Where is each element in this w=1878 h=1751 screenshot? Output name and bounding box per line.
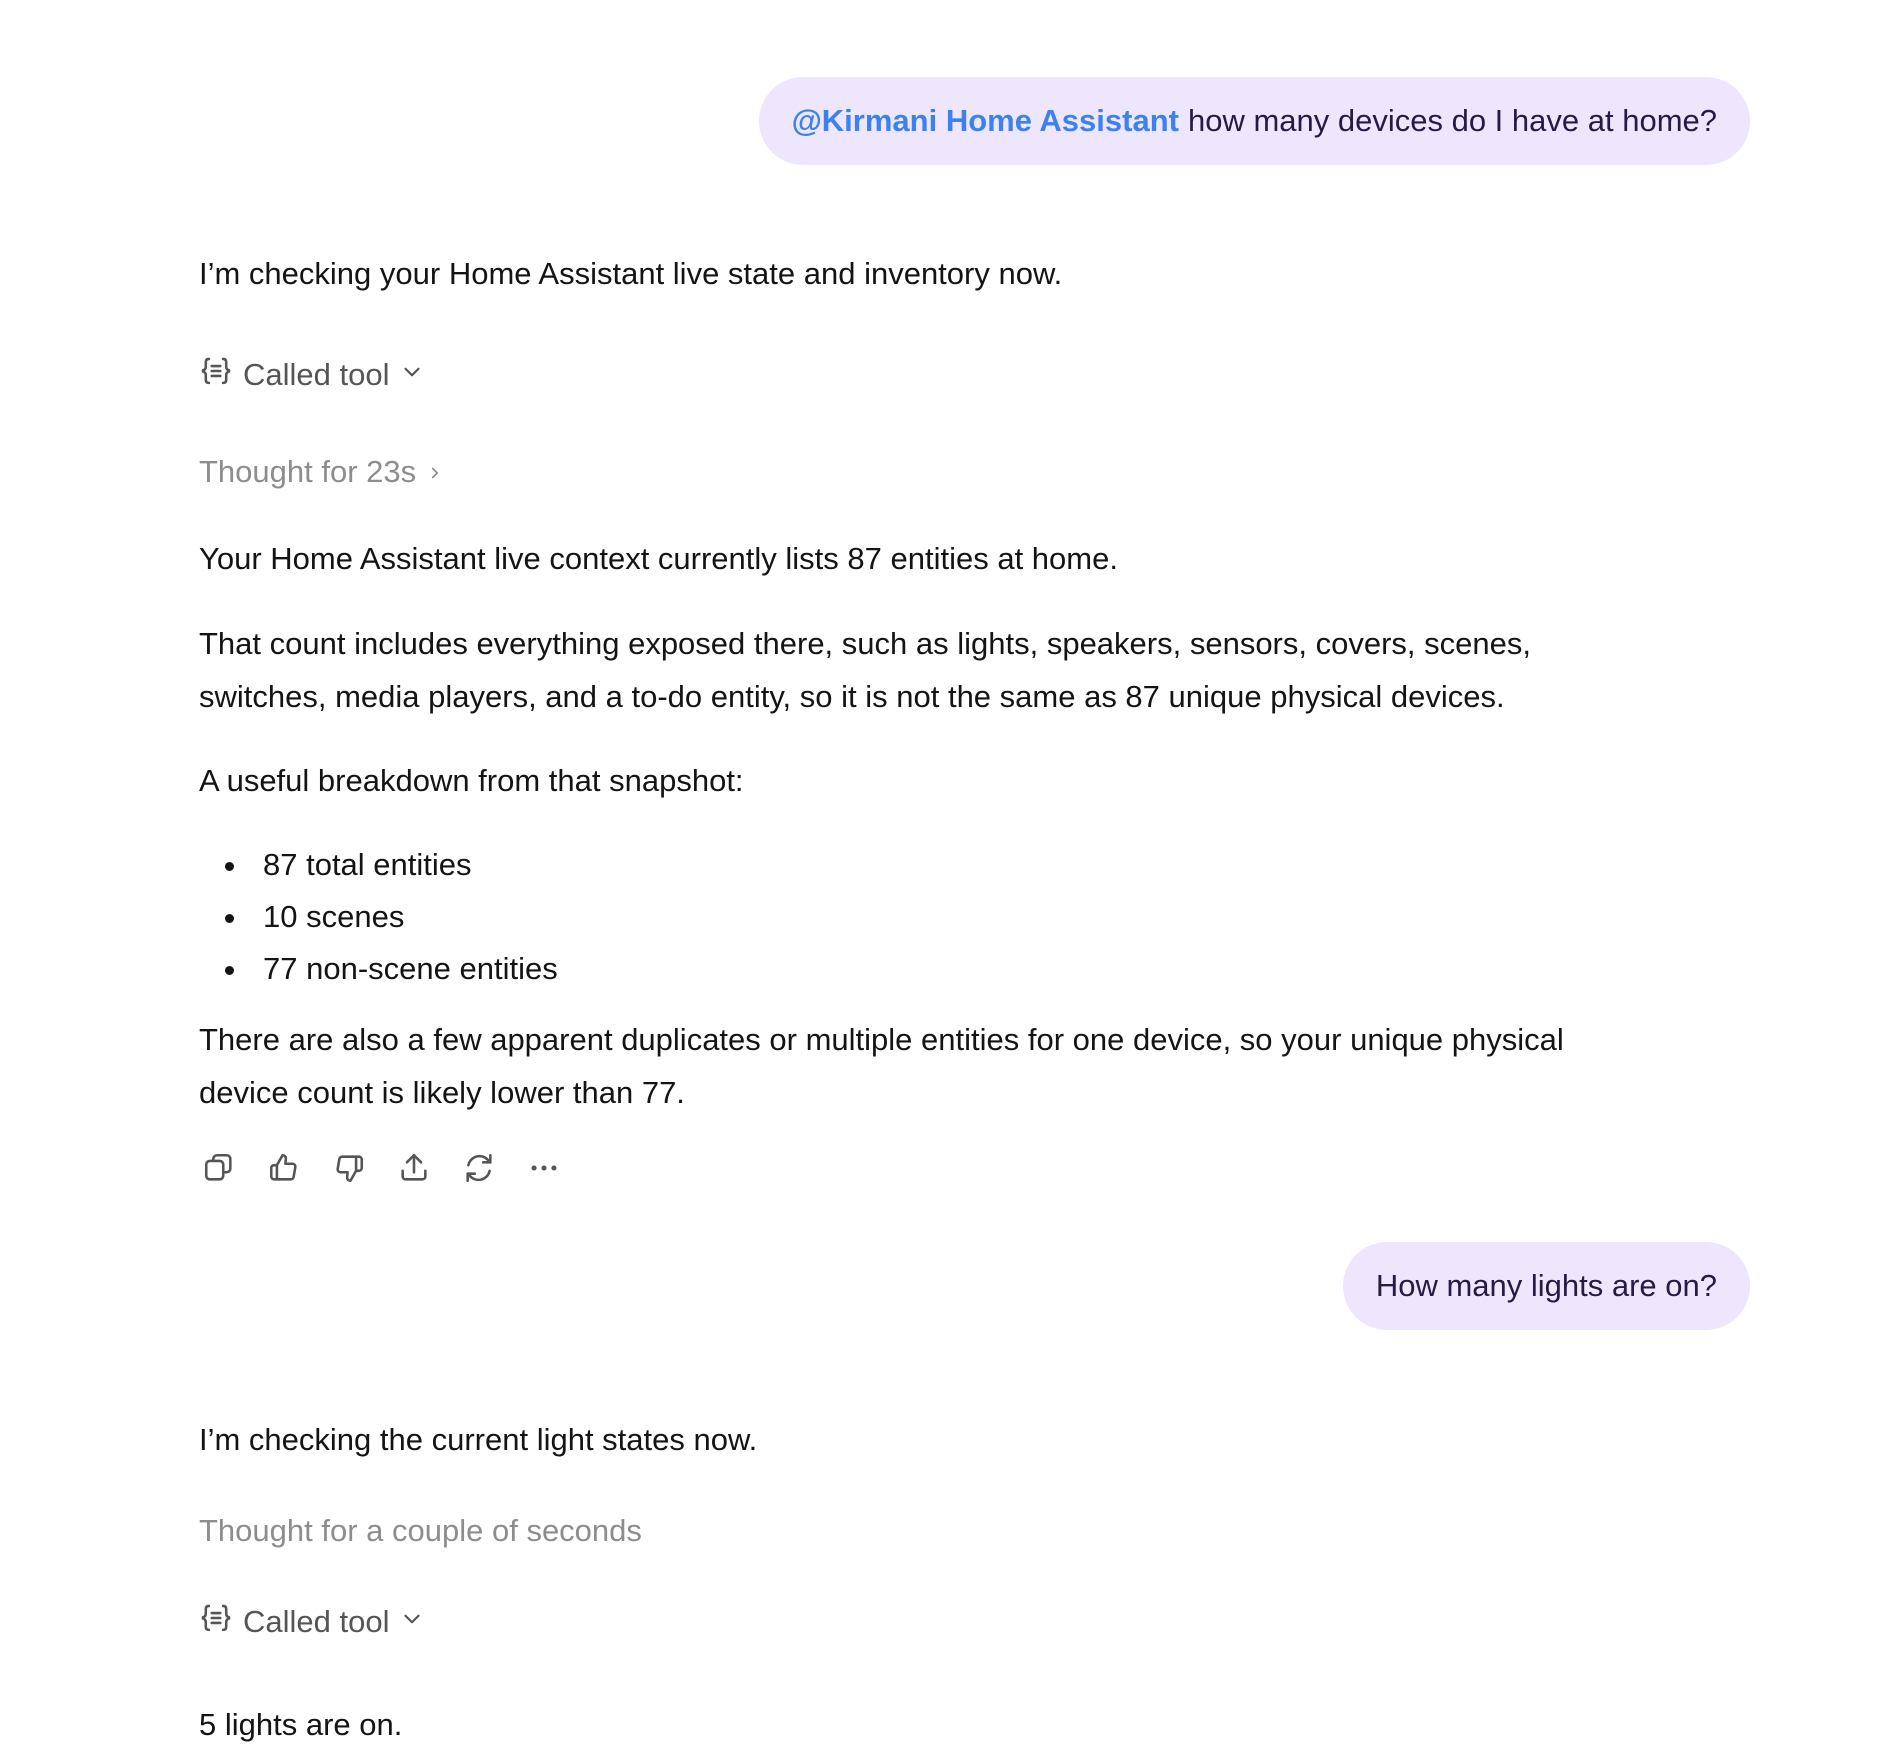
more-icon — [527, 1151, 561, 1185]
refresh-icon — [462, 1151, 496, 1185]
called-tool-toggle[interactable] — [199, 1601, 425, 1643]
chevron-down-icon — [399, 1604, 425, 1640]
assistant-answer-text: 5 lights are on. — [199, 1707, 403, 1742]
called-tool-toggle[interactable] — [199, 354, 425, 396]
copy-button[interactable] — [200, 1149, 237, 1186]
list-item: 87 total entities — [199, 839, 558, 891]
more-options-button[interactable] — [525, 1149, 562, 1186]
thought-label-static[interactable] — [199, 1513, 642, 1549]
answer-paragraph: Your Home Assistant live context currently lists 87 entities at home. — [199, 541, 1118, 576]
thumbs-down-icon — [332, 1151, 366, 1185]
answer-paragraph: There are also a few apparent duplicates or multiple entities for one device, so your unique physical — [199, 1022, 1564, 1057]
answer-paragraph: A useful breakdown from that snapshot: — [199, 763, 744, 798]
user-message-bubble — [1343, 1242, 1750, 1330]
list-item: 77 non-scene entities — [199, 943, 558, 995]
message-actions — [200, 1149, 562, 1186]
answer-paragraph: device count is likely lower than 77. — [199, 1075, 685, 1110]
user-message-text: how many devices do I have at home? — [1187, 103, 1717, 138]
thought-toggle[interactable] — [199, 454, 444, 490]
thumbs-up-button[interactable] — [265, 1149, 302, 1186]
breakdown-list — [199, 839, 558, 995]
share-icon — [397, 1151, 431, 1185]
assistant-intro-text: I’m checking the current light states now. — [199, 1422, 758, 1457]
chevron-down-icon — [399, 357, 425, 393]
thumbs-down-button[interactable] — [330, 1149, 367, 1186]
assistant-intro-text: I’m checking your Home Assistant live state and inventory now. — [199, 256, 1063, 291]
thought-label: Thought for a couple of seconds — [199, 1513, 642, 1548]
share-button[interactable] — [395, 1149, 432, 1186]
chevron-right-icon — [426, 454, 444, 490]
user-message-bubble — [759, 77, 1750, 165]
regenerate-button[interactable] — [460, 1149, 497, 1186]
called-tool-label: Called tool — [243, 1604, 390, 1639]
tool-braces-icon — [199, 354, 233, 396]
answer-paragraph: That count includes everything exposed there, such as lights, speakers, sensors, covers, scenes, — [199, 626, 1531, 661]
copy-icon — [202, 1151, 236, 1185]
called-tool-label: Called tool — [243, 357, 390, 392]
tool-braces-icon — [199, 1601, 233, 1643]
list-item: 10 scenes — [199, 891, 558, 943]
answer-paragraph: switches, media players, and a to-do entity, so it is not the same as 87 unique physical devices. — [199, 679, 1505, 714]
thought-label: Thought for 23s — [199, 454, 417, 489]
thumbs-up-icon — [267, 1151, 301, 1185]
user-message-text: How many lights are on? — [1375, 1268, 1717, 1303]
assistant-mention[interactable]: @Kirmani Home Assistant — [791, 103, 1179, 138]
